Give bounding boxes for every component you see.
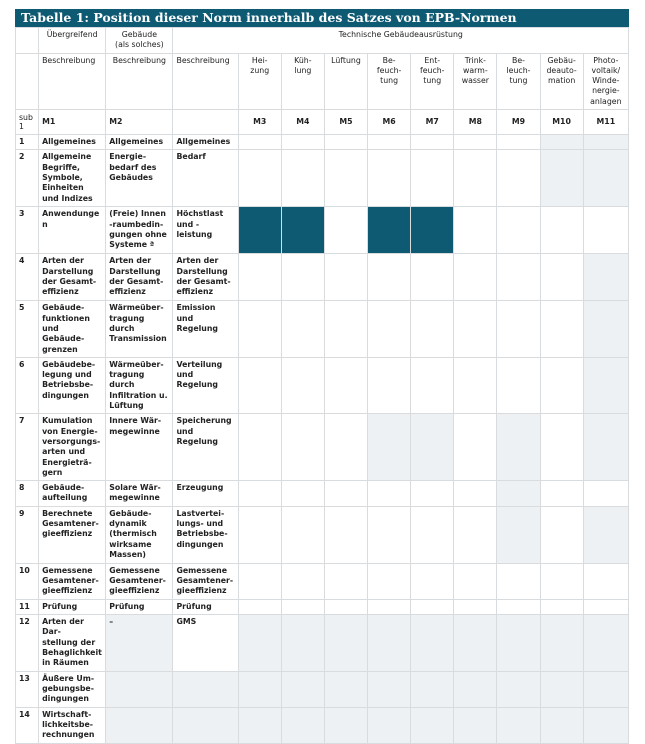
empty-cell [238,357,281,413]
empty-cell [368,357,411,413]
empty-cell [238,254,281,301]
table-row [16,135,629,150]
row-number: 2 [16,150,39,207]
header-technical-equipment: Technische Gebäudeausrüstung [173,28,629,54]
shaded-cell [368,707,411,743]
shaded-cell [454,671,497,707]
row-building-description: Gebäude- dynamik (thermisch wirksame Massen) [106,506,173,563]
empty-cell [281,563,324,599]
header-empty-cell [16,53,39,109]
row-number: 11 [16,599,39,614]
empty-cell [454,150,497,207]
module-code-m4: M4 [281,110,324,135]
empty-cell [368,563,411,599]
empty-cell [281,150,324,207]
shaded-cell [454,707,497,743]
row-number: 1 [16,135,39,150]
module-code-m6: M6 [368,110,411,135]
empty-cell [497,150,540,207]
table-title: Tabelle 1: Position dieser Norm innerhalb des Satzes von EPB-Normen [15,9,629,27]
header-group-row [16,28,629,54]
empty-cell [411,357,454,413]
shaded-cell [540,671,583,707]
row-technical-description [173,707,238,743]
row-technical-description: Höchstlast und -leistung [173,207,238,254]
row-technical-description: Bedarf [173,150,238,207]
sub-code: sub 1 [16,110,39,135]
empty-cell [238,414,281,481]
header-overarching: Übergreifend [39,28,106,54]
row-overarching-description: Berechnete Gesamtener- gieeffizienz [39,506,106,563]
row-number: 10 [16,563,39,599]
empty-cell [368,301,411,357]
empty-cell [583,599,628,614]
table-row [16,301,629,357]
shaded-cell [583,707,628,743]
shaded-cell [281,671,324,707]
empty-cell [540,254,583,301]
table-row [16,615,629,671]
shaded-cell [238,615,281,671]
module-code-m3: M3 [238,110,281,135]
empty-cell [281,254,324,301]
row-technical-description: GMS [173,615,238,671]
row-building-description: Arten der Darstellung der Gesamt- effizienz [106,254,173,301]
row-number: 4 [16,254,39,301]
empty-cell [497,599,540,614]
empty-cell [454,357,497,413]
shaded-cell [281,615,324,671]
shaded-cell [411,707,454,743]
empty-cell [368,150,411,207]
row-number: 13 [16,671,39,707]
empty-cell [281,506,324,563]
empty-cell [454,207,497,254]
module-code-m2: M2 [106,110,173,135]
shaded-cell [238,707,281,743]
empty-cell [324,357,367,413]
header-technical-col-9: Be- leuch- tung [497,53,540,109]
row-technical-description [173,671,238,707]
row-number: 5 [16,301,39,357]
empty-cell [281,301,324,357]
module-code-m11: M11 [583,110,628,135]
row-overarching-description: Allgemeine Begriffe, Symbole, Einheiten und Indizes [39,150,106,207]
empty-cell [368,599,411,614]
empty-cell [238,135,281,150]
row-overarching-description: Gemessene Gesamtener- gieeffizienz [39,563,106,599]
header-technical-col-6: Be- feuch- tung [368,53,411,109]
shaded-cell [497,671,540,707]
header-technical-col-11: Photo- voltaik/ Winde- nergie- anlagen [583,53,628,109]
empty-cell [411,135,454,150]
shaded-cell [368,671,411,707]
module-code-m1: M1 [39,110,106,135]
empty-cell [540,207,583,254]
row-technical-description: Speicherung und Regelung [173,414,238,481]
empty-cell [324,414,367,481]
empty-cell [281,414,324,481]
module-code-m9: M9 [497,110,540,135]
module-code-empty [173,110,238,135]
table-row [16,254,629,301]
row-building-description: Prüfung [106,599,173,614]
row-number: 9 [16,506,39,563]
row-technical-description: Lastvertei- lungs- und Betriebsbe- dingungen [173,506,238,563]
shaded-cell [583,671,628,707]
empty-cell [281,135,324,150]
highlighted-cell [281,207,324,254]
shaded-cell [368,414,411,481]
empty-cell [281,599,324,614]
row-overarching-description: Gebäude- aufteilung [39,481,106,507]
shaded-cell [540,615,583,671]
row-overarching-description: Prüfung [39,599,106,614]
empty-cell [281,481,324,507]
row-overarching-description: Anwendungen [39,207,106,254]
empty-cell [497,135,540,150]
shaded-cell [281,707,324,743]
empty-cell [411,254,454,301]
shaded-cell [583,615,628,671]
row-building-description [106,671,173,707]
shaded-cell [583,414,628,481]
header-technical-col-7: Ent- feuch- tung [411,53,454,109]
empty-cell [238,506,281,563]
shaded-cell [583,135,628,150]
highlighted-cell [238,207,281,254]
shaded-cell [454,615,497,671]
row-technical-description: Arten der Darstellung der Gesamt- effizienz [173,254,238,301]
shaded-cell [411,414,454,481]
empty-cell [368,506,411,563]
table-row [16,481,629,507]
highlighted-cell [411,207,454,254]
shaded-cell [497,414,540,481]
header-description-overarching: Beschreibung [39,53,106,109]
empty-cell [411,506,454,563]
row-building-description: Wärmeüber- tragung durch Infiltration u. Lüftung [106,357,173,413]
row-overarching-description: Wirtschaft- lichkeitsbe- rechnungen [39,707,106,743]
table-row [16,599,629,614]
row-technical-description: Gemessene Gesamtener- gieeffizienz [173,563,238,599]
header-technical-col-4: Küh- lung [281,53,324,109]
table-row [16,707,629,743]
empty-cell [454,135,497,150]
empty-cell [497,563,540,599]
row-technical-description: Allgemeines [173,135,238,150]
row-building-description: Energie- bedarf des Gebäudes [106,150,173,207]
row-building-description: (Freie) Innen -raumbedin- gungen ohne Systeme ª [106,207,173,254]
empty-cell [411,563,454,599]
header-technical-col-10: Gebäu- deauto- mation [540,53,583,109]
row-building-description: – [106,615,173,671]
module-code-m8: M8 [454,110,497,135]
empty-cell [454,414,497,481]
header-description-building: Beschreibung [106,53,173,109]
shaded-cell [540,707,583,743]
empty-cell [324,506,367,563]
header-technical-col-3: Hei- zung [238,53,281,109]
empty-cell [238,150,281,207]
empty-cell [454,563,497,599]
header-column-row [16,53,629,109]
shaded-cell [411,615,454,671]
row-overarching-description: Gebäude- funktionen und Gebäude- grenzen [39,301,106,357]
empty-cell [238,599,281,614]
row-number: 12 [16,615,39,671]
shaded-cell [324,707,367,743]
empty-cell [324,481,367,507]
empty-cell [324,563,367,599]
empty-cell [281,357,324,413]
table-row [16,563,629,599]
row-number: 6 [16,357,39,413]
row-overarching-description: Gebäudebe- legung und Betriebsbe- dingungen [39,357,106,413]
table-row [16,207,629,254]
empty-cell [324,599,367,614]
table-row [16,671,629,707]
shaded-cell [324,671,367,707]
module-code-m5: M5 [324,110,367,135]
shaded-cell [497,615,540,671]
empty-cell [540,414,583,481]
empty-cell [324,254,367,301]
empty-cell [497,357,540,413]
row-overarching-description: Kumulation von Energie- versorgungs- arten und Energieträ- gern [39,414,106,481]
empty-cell [583,481,628,507]
header-description-technical: Beschreibung [173,53,238,109]
header-technical-col-8: Trink- warm- wasser [454,53,497,109]
row-building-description: Gemessene Gesamtener- gieeffizienz [106,563,173,599]
table-row [16,414,629,481]
row-number: 7 [16,414,39,481]
row-building-description: Innere Wär- megewinne [106,414,173,481]
empty-cell [324,301,367,357]
header-building: Gebäude (als solches) [106,28,173,54]
empty-cell [583,207,628,254]
empty-cell [497,254,540,301]
empty-cell [454,599,497,614]
table-row [16,506,629,563]
empty-cell [324,150,367,207]
table-row [16,150,629,207]
highlighted-cell [368,207,411,254]
table-row [16,357,629,413]
empty-cell [454,301,497,357]
empty-cell [454,506,497,563]
row-building-description: Allgemeines [106,135,173,150]
empty-cell [454,481,497,507]
empty-cell [583,563,628,599]
row-overarching-description: Äußere Um- gebungsbe- dingungen [39,671,106,707]
empty-cell [324,135,367,150]
row-technical-description: Prüfung [173,599,238,614]
empty-cell [238,301,281,357]
shaded-cell [583,506,628,563]
empty-cell [368,481,411,507]
shaded-cell [583,150,628,207]
shaded-cell [497,506,540,563]
row-number: 8 [16,481,39,507]
header-empty-cell [16,28,39,54]
module-code-m7: M7 [411,110,454,135]
row-building-description [106,707,173,743]
row-technical-description: Emission und Regelung [173,301,238,357]
shaded-cell [324,615,367,671]
shaded-cell [238,671,281,707]
row-number: 3 [16,207,39,254]
row-overarching-description: Arten der Dar- stellung der Behaglichkeit in Räumen [39,615,106,671]
row-technical-description: Erzeugung [173,481,238,507]
empty-cell [411,481,454,507]
empty-cell [411,301,454,357]
empty-cell [454,254,497,301]
empty-cell [540,506,583,563]
empty-cell [540,481,583,507]
shaded-cell [411,671,454,707]
row-building-description: Wärmeüber- tragung durch Transmission [106,301,173,357]
empty-cell [238,563,281,599]
empty-cell [540,599,583,614]
shaded-cell [583,254,628,301]
shaded-cell [540,135,583,150]
empty-cell [238,481,281,507]
empty-cell [540,563,583,599]
empty-cell [411,150,454,207]
row-overarching-description: Allgemeines [39,135,106,150]
empty-cell [540,301,583,357]
shaded-cell [497,707,540,743]
empty-cell [411,599,454,614]
shaded-cell [583,357,628,413]
empty-cell [497,207,540,254]
shaded-cell [368,615,411,671]
shaded-cell [497,481,540,507]
row-building-description: Solare Wär- megewinne [106,481,173,507]
shaded-cell [540,150,583,207]
module-code-m10: M10 [540,110,583,135]
empty-cell [497,301,540,357]
header-technical-col-5: Lüftung [324,53,367,109]
empty-cell [324,207,367,254]
module-code-row [16,110,629,135]
row-number: 14 [16,707,39,743]
shaded-cell [583,301,628,357]
empty-cell [368,135,411,150]
empty-cell [368,254,411,301]
empty-cell [540,357,583,413]
row-technical-description: Verteilung und Regelung [173,357,238,413]
row-overarching-description: Arten der Darstellung der Gesamt- effizienz [39,254,106,301]
epb-standards-table [15,27,629,744]
